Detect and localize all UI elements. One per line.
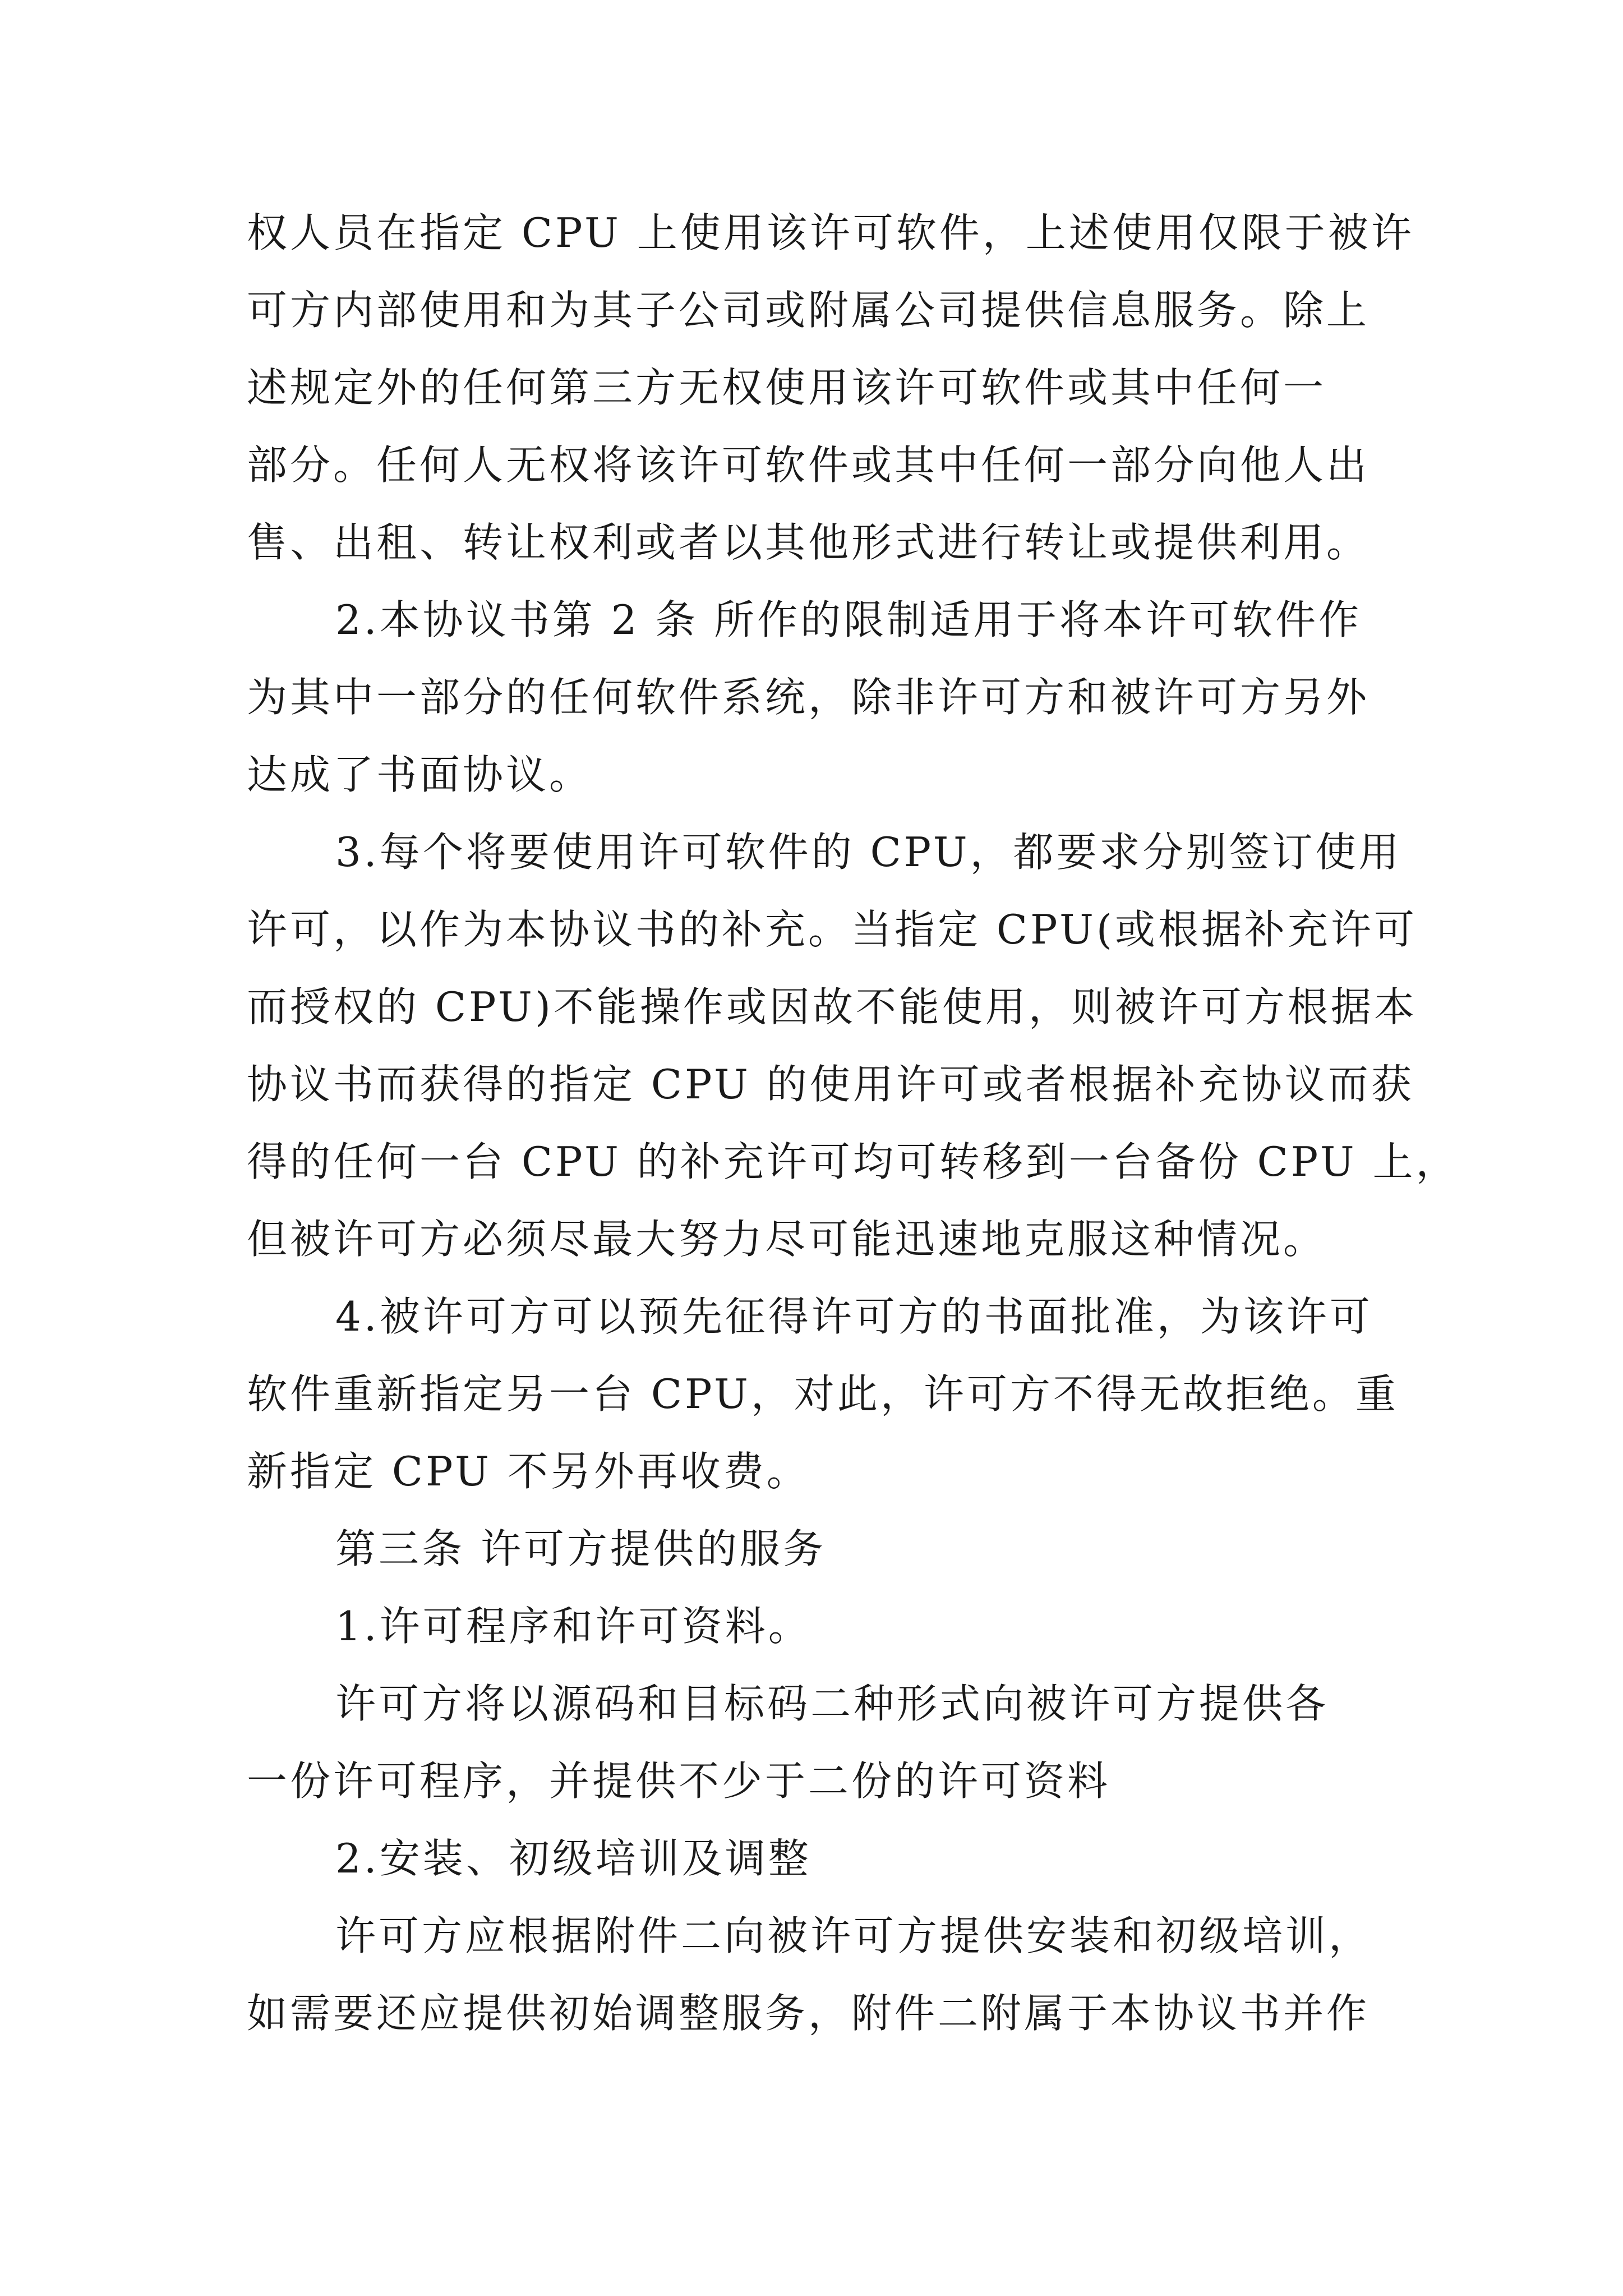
text-line: 而授权的 CPU)不能操作或因故不能使用，则被许可方根据本 bbox=[247, 983, 1417, 1030]
text-line: 权人员在指定 CPU 上使用该许可软件，上述使用仅限于被许 bbox=[247, 209, 1414, 256]
text-line: 如需要还应提供初始调整服务，附件二附属于本协议书并作 bbox=[247, 1990, 1370, 2037]
text-line: 可方内部使用和为其子公司或附属公司提供信息服务。除上 bbox=[247, 287, 1370, 334]
paragraph-start-2: 2.本协议书第 2 条 所作的限制适用于将本许可软件作 bbox=[335, 596, 1362, 643]
subsection-heading: 2.安装、初级培训及调整 bbox=[335, 1835, 811, 1882]
paragraph-start: 许可方应根据附件二向被许可方提供安装和初级培训， bbox=[335, 1912, 1372, 1959]
paragraph-start: 许可方将以源码和目标码二种形式向被许可方提供各 bbox=[335, 1680, 1329, 1727]
text-line: 达成了书面协议。 bbox=[247, 751, 593, 798]
text-line: 但被许可方必须尽最大努力尽可能迅速地克服这种情况。 bbox=[247, 1216, 1327, 1263]
text-line: 新指定 CPU 不另外再收费。 bbox=[247, 1448, 810, 1495]
paragraph-start-3: 3.每个将要使用许可软件的 CPU，都要求分别签订使用 bbox=[335, 829, 1402, 876]
text-line: 软件重新指定另一台 CPU，对此，许可方不得无故拒绝。重 bbox=[247, 1370, 1399, 1418]
text-line: 部分。任何人无权将该许可软件或其中任何一部分向他人出 bbox=[247, 441, 1370, 489]
section-heading: 第三条 许可方提供的服务 bbox=[335, 1525, 826, 1572]
text-line: 许可，以作为本协议书的补充。当指定 CPU(或根据补充许可 bbox=[247, 906, 1417, 953]
text-line: 得的任何一台 CPU 的补充许可均可转移到一台备份 CPU 上， bbox=[247, 1138, 1459, 1185]
subsection-heading: 1.许可程序和许可资料。 bbox=[335, 1603, 811, 1650]
text-line: 一份许可程序，并提供不少于二份的许可资料 bbox=[247, 1757, 1111, 1805]
text-line: 售、出租、转让权利或者以其他形式进行转让或提供利用。 bbox=[247, 519, 1370, 566]
paragraph-start-4: 4.被许可方可以预先征得许可方的书面批准，为该许可 bbox=[335, 1293, 1373, 1340]
text-line: 述规定外的任何第三方无权使用该许可软件或其中任何一 bbox=[247, 364, 1327, 411]
text-line: 协议书而获得的指定 CPU 的使用许可或者根据补充协议而获 bbox=[247, 1061, 1414, 1108]
text-line: 为其中一部分的任何软件系统，除非许可方和被许可方另外 bbox=[247, 674, 1370, 721]
